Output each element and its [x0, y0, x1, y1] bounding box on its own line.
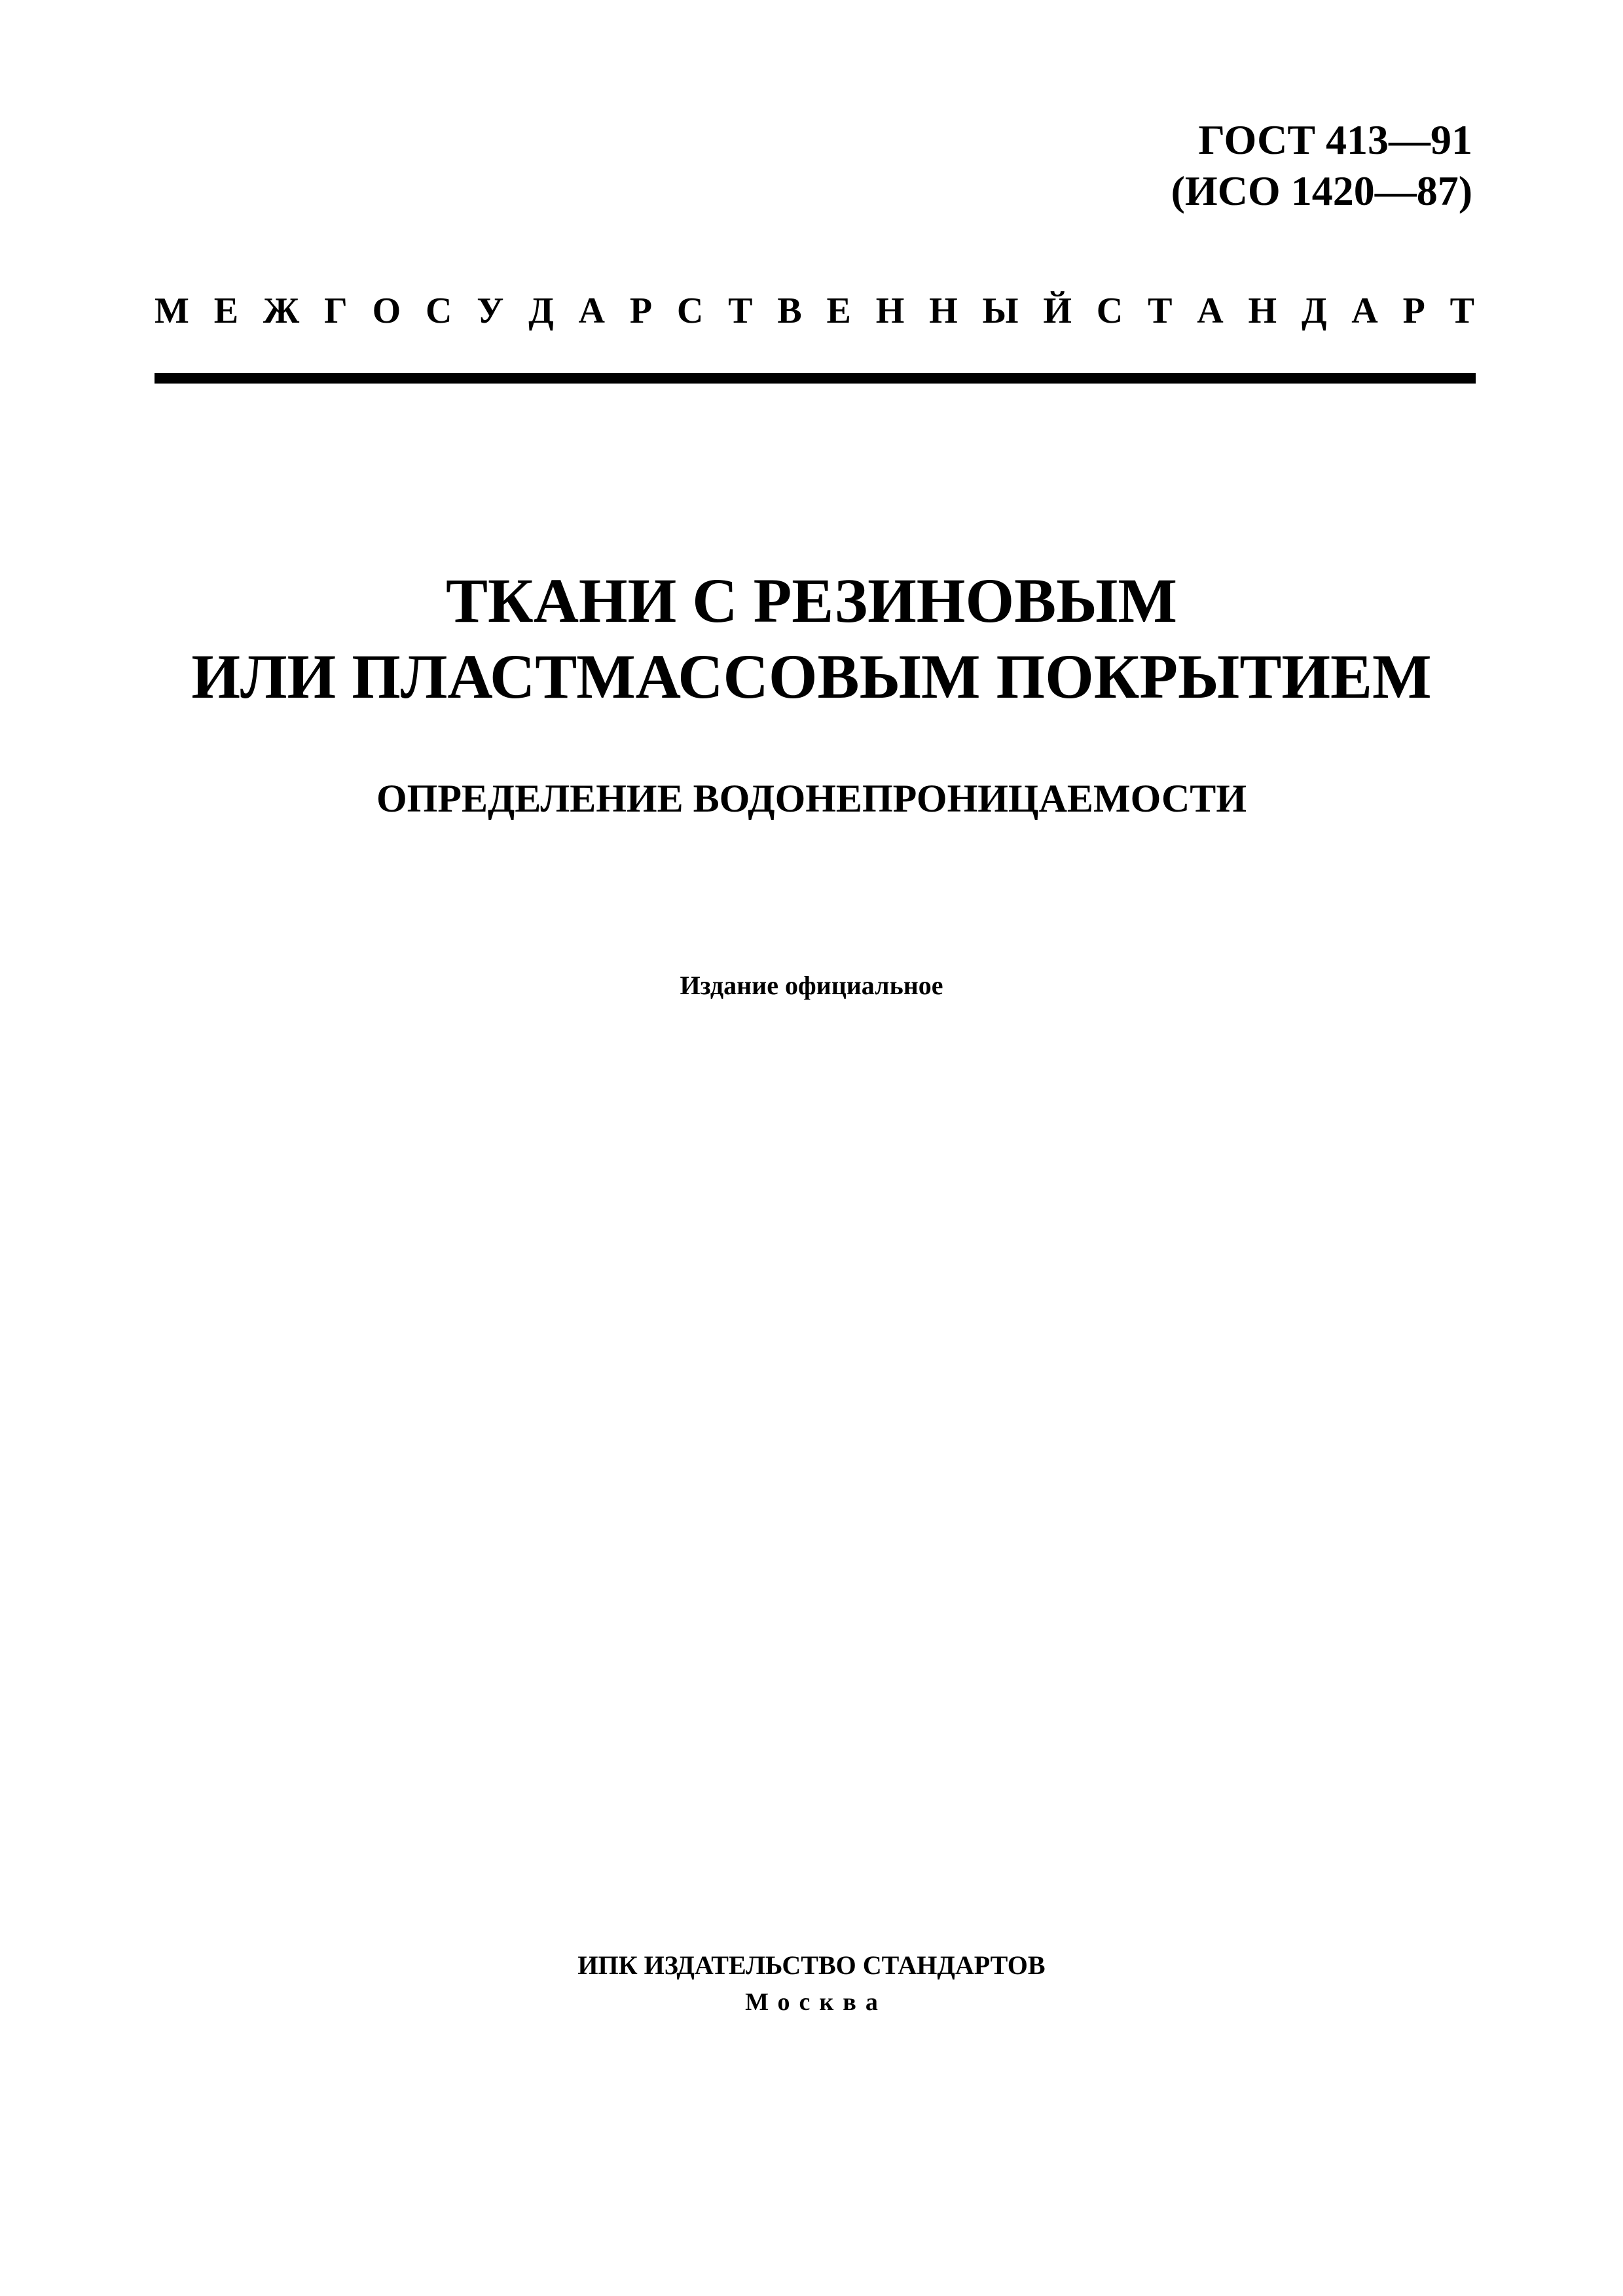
document-title-block: [0, 563, 1623, 823]
title-line-2: ИЛИ ПЛАСТМАССОВЫМ ПОКРЫТИЕМ: [191, 641, 1432, 711]
publisher-name: ИПК ИЗДАТЕЛЬСТВО СТАНДАРТОВ: [577, 1950, 1046, 1980]
edition-note: Издание официальное: [680, 971, 943, 1000]
document-subtitle: ОПРЕДЕЛЕНИЕ ВОДОНЕПРОНИЦАЕМОСТИ: [376, 777, 1247, 820]
iso-equivalent: (ИСО 1420—87): [1171, 168, 1472, 214]
standard-identifier: [1171, 115, 1472, 217]
standard-category: М Е Ж Г О С У Д А Р С Т В Е Н Н Ы Й С Т А Н Д А Р Т: [155, 291, 1476, 331]
publisher-block: [0, 1947, 1623, 2020]
standard-number: ГОСТ 413—91: [1198, 117, 1472, 163]
publisher-city: Москва: [745, 1988, 887, 2016]
title-line-1: ТКАНИ С РЕЗИНОВЫМ: [445, 565, 1178, 636]
header-divider: [155, 373, 1476, 384]
